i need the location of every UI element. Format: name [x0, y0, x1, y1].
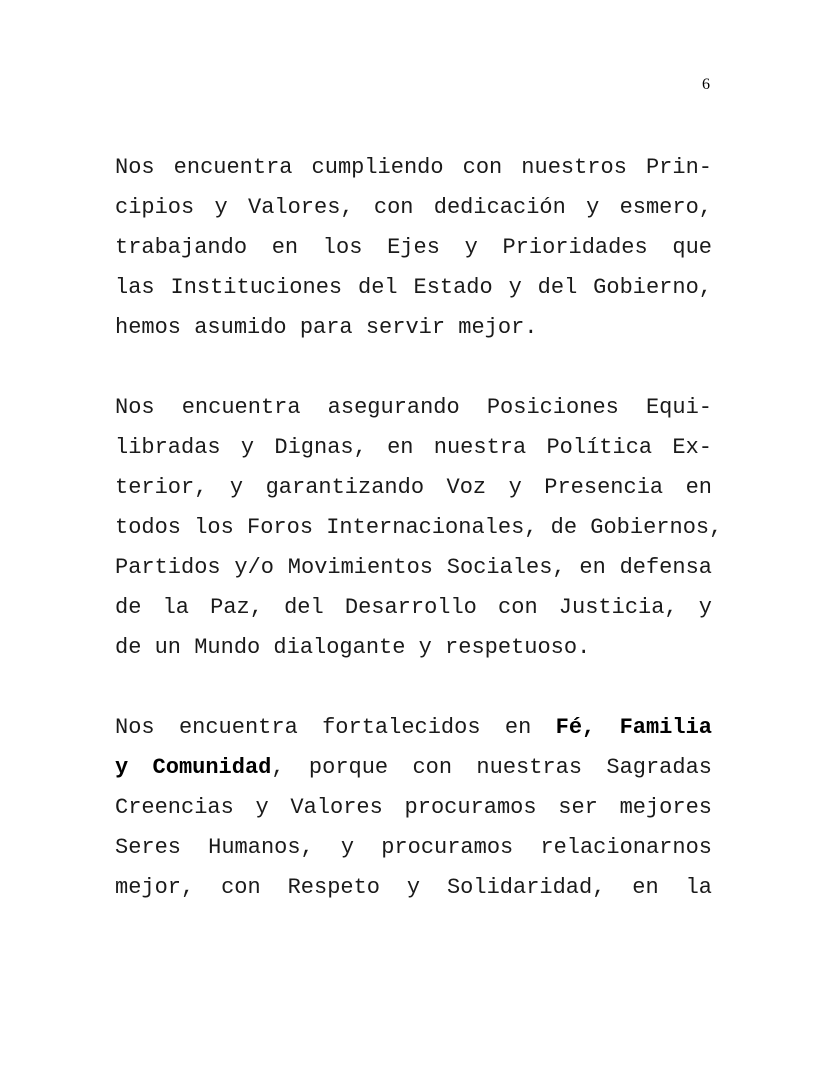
page-number: 6 [702, 76, 710, 93]
emphasis-familia: Familia [619, 715, 712, 740]
text-line: terior, y garantizando Voz y Presencia en [115, 475, 712, 500]
text-line: de la Paz, del Desarrollo con Justicia, y [115, 595, 712, 620]
text-segment: Nos encuentra fortalecidos en [115, 715, 556, 740]
text-segment: , porque con nuestras Sagradas [271, 755, 712, 780]
text-line: libradas y Dignas, en nuestra Política Ex- [115, 435, 712, 460]
text-line-with-emphasis [115, 748, 712, 788]
body-text [115, 148, 723, 908]
paragraph-2 [115, 388, 723, 668]
text-line: las Instituciones del Estado y del Gobierno, [115, 275, 712, 300]
emphasis-comunidad: y Comunidad [115, 755, 272, 780]
text-line: todos los Foros Internacionales, de Gobiernos, [115, 515, 723, 540]
emphasis-separator: , [582, 715, 620, 740]
paragraph-gap [115, 348, 712, 388]
text-line: cipios y Valores, con dedicación y esmero, [115, 195, 712, 220]
text-line: trabajando en los Ejes y Prioridades que [115, 235, 712, 260]
text-line: Creencias y Valores procuramos ser mejores [115, 795, 712, 820]
text-line: de un Mundo dialogante y respetuoso. [115, 635, 591, 660]
paragraph-3 [115, 708, 712, 908]
text-line: mejor, con Respeto y Solidaridad, en la [115, 875, 712, 900]
text-line: Nos encuentra asegurando Posiciones Equi- [115, 395, 712, 420]
text-line: Nos encuentra cumpliendo con nuestros Prin- [115, 155, 712, 180]
paragraph-gap [115, 668, 712, 708]
emphasis-fe: Fé [555, 715, 583, 740]
text-line: Seres Humanos, y procuramos relacionarnos [115, 835, 712, 860]
text-line: hemos asumido para servir mejor. [115, 315, 538, 340]
paragraph-1 [115, 148, 712, 348]
text-line-with-emphasis [115, 708, 712, 748]
text-line: Partidos y/o Movimientos Sociales, en defensa [115, 555, 712, 580]
